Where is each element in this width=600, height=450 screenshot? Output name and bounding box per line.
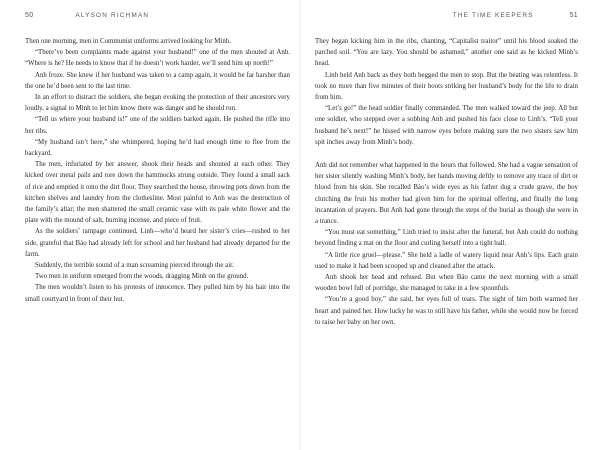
paragraph: Linh held Anh back as they both begged the men to stop. But the beating was relentless. It took no more than five minutes of their boots striking her husband’s body for the life to drain from him. xyxy=(315,71,578,102)
paragraph: “Let’s go!” the head soldier finally commanded. The men walked toward the jeep. All but one soldier, who stepped over a sobbing Anh and pushed his face close to Linh’s. “Tell your husband he’s next!” he hissed with narrow eyes before making sure the two sisters saw him spit inches away from Minh’s body. xyxy=(315,105,578,146)
author-running-head: ALYSON RICHMAN xyxy=(75,11,150,19)
paragraph: In an effort to distract the soldiers, she began evoking the protection of their ancestors very loudly, a signal to Minh to let him know there was danger and he should run. xyxy=(25,94,290,113)
right-page-body xyxy=(315,36,578,328)
left-page-body xyxy=(25,36,290,305)
right-page xyxy=(300,0,600,450)
paragraph: “My husband isn’t here,” she whimpered, hoping he’d had enough time to flee from the backyard. xyxy=(25,138,290,158)
paragraph: They began kicking him in the ribs, chanting, “Capitalist traitor” until his blood soaked the parched soil. “You are lazy. You should be ashamed,” another one said as he kicked Minh’s head. xyxy=(315,38,578,68)
paragraph: Anh froze. She knew if her husband was taken to a camp again, it would be far harsher than the one he’d been sent to the last time. xyxy=(25,71,290,90)
right-running-header xyxy=(315,0,578,30)
paragraph: “You must eat something,” Linh tried to insist after the funeral, but Anh could do nothing beyond finding a mat on the floor and curling herself into a tight ball. xyxy=(315,229,578,248)
paragraph: The men, infuriated by her answer, shook their heads and shouted at each other. They kicked over metal pails and tore down the hammocks strung outside. They found a small sack of rice and emptied it onto the dirt floor. They searched the house, throwing pots down from the kitchen shelves and laundry from the clothesline. Most painful to Anh was the destruction of the family’s altar; the men shattered the small ceramic vase with its pale white flower and the plate with the mound of salt, burning incense, and piece of fruit. xyxy=(25,161,290,225)
paragraph: “There’ve been complaints made against your husband!” one of the men shouted at Anh. “Where is he? He needs to know that if he doesn’t work harder, we’ll send him up north!” xyxy=(25,49,290,68)
paragraph: “Tell us where your husband is!” one of the soldiers barked again. He pushed the rifle into her ribs. xyxy=(25,116,290,135)
paragraph: Suddenly, the terrible sound of a man screaming pierced through the air. xyxy=(35,262,234,270)
paragraph: Then one morning, men in Communist uniforms arrived looking for Minh. xyxy=(25,38,231,45)
page-number-left: 50 xyxy=(25,11,34,19)
paragraph: “You’re a good boy,” she said, her eyes full of tears. The sight of him both warmed her heart and pained her. How lucky he was to still have his father, while she would now be forced to raise her baby on her own. xyxy=(315,296,578,326)
paragraph: “A little rice gruel—please.” She held a ladle of watery liquid near Anh’s lips. Each grain used to make it had been scooped up and cleaned after the attack. xyxy=(315,251,578,270)
paragraph: Anh did not remember what happened in the hours that followed. She had a vague sensation of her sister silently washing Minh’s body, her hands moving deftly to remove any trace of dirt or blood from his skin. She recalled Bảo’s wide eyes as his father dug a crude grave, the boy clutching the fruit his mother had given him for the spiritual offering, and finally the long incantation of prayers. But Anh had gone through the steps of the burial as though she were in a trance. xyxy=(315,162,578,226)
paragraph: The men wouldn’t listen to his protests of innocence. They pulled him by his hair into the small courtyard in front of their hut. xyxy=(25,284,290,303)
paragraph: Two men in uniform emerged from the woods, dragging Minh on the ground. xyxy=(35,273,249,281)
page-number-right: 51 xyxy=(569,11,578,19)
paragraph: Anh shook her head and refused. But when Bảo came the next morning with a small wooden bowl full of porridge, she managed to take in a few spoonfuls. xyxy=(315,274,578,293)
paragraph: As the soldiers’ rampage continued, Linh—who’d heard her sister’s cries—rushed to her side, grateful that Bảo had already left for school and her husband had already departed for the farm. xyxy=(25,228,290,258)
left-running-header xyxy=(25,0,290,30)
title-running-head: THE TIME KEEPERS xyxy=(452,11,534,19)
